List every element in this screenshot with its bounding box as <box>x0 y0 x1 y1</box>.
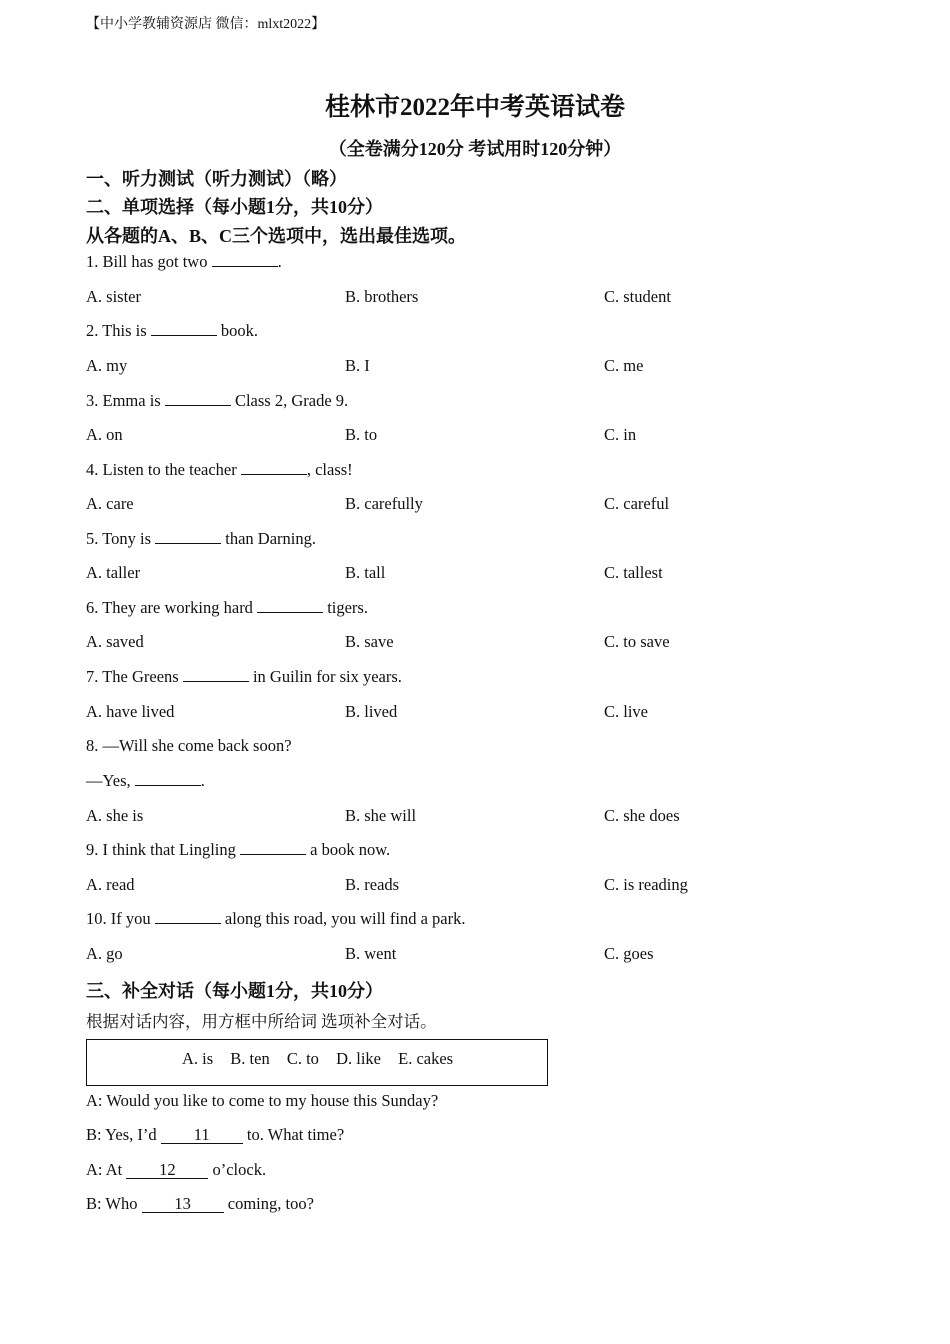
option-b: B. brothers <box>345 287 419 306</box>
option-a: A. saved <box>86 632 144 651</box>
numbered-blank: 12 <box>126 1162 208 1179</box>
option-c: C. student <box>604 287 671 306</box>
option-a: A. she is <box>86 806 144 825</box>
answer-blank <box>155 529 221 544</box>
option-b: B. carefully <box>345 494 423 513</box>
question-10: 10. If you along this road, you will find a park. <box>86 909 466 928</box>
question-7: 7. The Greens in Guilin for six years. <box>86 667 402 686</box>
option-b: B. went <box>345 944 397 963</box>
page-subtitle: （全卷满分120分 考试用时120分钟） <box>328 139 622 159</box>
section-3-instruction: 根据对话内容，用方框中所给词 选项补全对话。 <box>86 1012 437 1031</box>
option-a: A. taller <box>86 563 141 582</box>
answer-blank <box>165 391 231 406</box>
option-a: A. go <box>86 944 123 963</box>
answer-blank <box>257 598 323 613</box>
question-1: 1. Bill has got two . <box>86 252 282 271</box>
section-2-instruction: 从各题的A、B、C三个选项中，选出最佳选项。 <box>86 226 467 246</box>
option-b: B. reads <box>345 875 400 894</box>
question-5: 5. Tony is than Darning. <box>86 529 316 548</box>
option-b: B. lived <box>345 702 398 721</box>
option-a: A. read <box>86 875 135 894</box>
word-option: C. to <box>286 1049 319 1068</box>
dialogue-line: A: At 12 o’clock. <box>86 1160 267 1179</box>
option-a: A. sister <box>86 287 141 306</box>
question-8-reply: —Yes, . <box>86 771 205 790</box>
option-b: B. tall <box>345 563 386 582</box>
option-a: A. on <box>86 425 123 444</box>
answer-blank <box>151 321 217 336</box>
word-bank-box <box>86 1039 548 1086</box>
numbered-blank: 11 <box>161 1127 243 1144</box>
dialogue-line: B: Yes, I’d 11 to. What time? <box>86 1125 345 1144</box>
section-3-heading: 三、补全对话（每小题1分，共10分） <box>86 981 383 1001</box>
question-6: 6. They are working hard tigers. <box>86 598 368 617</box>
section-2-heading: 二、单项选择（每小题1分，共10分） <box>86 197 383 217</box>
answer-blank <box>212 252 278 267</box>
option-c: C. is reading <box>604 875 688 894</box>
option-b: B. save <box>345 632 394 651</box>
answer-blank <box>241 460 307 475</box>
answer-blank <box>240 840 306 855</box>
option-b: B. she will <box>345 806 417 825</box>
word-option: A. is <box>182 1049 214 1068</box>
header-note: 【中小学教辅资源店 微信：mlxt2022】 <box>86 17 326 32</box>
page-title: 桂林市2022年中考英语试卷 <box>324 94 625 121</box>
question-9: 9. I think that Lingling a book now. <box>86 840 391 859</box>
option-a: A. care <box>86 494 134 513</box>
option-c: C. she does <box>604 806 680 825</box>
question-2: 2. This is book. <box>86 321 259 340</box>
word-option: D. like <box>336 1049 381 1068</box>
option-c: C. goes <box>604 944 654 963</box>
answer-blank <box>135 771 201 786</box>
option-c: C. live <box>604 702 648 721</box>
option-c: C. me <box>604 356 644 375</box>
option-c: C. in <box>604 425 637 444</box>
question-3: 3. Emma is Class 2, Grade 9. <box>86 391 349 410</box>
dialogue-line: A: Would you like to come to my house this Sunday? <box>86 1091 439 1110</box>
question-4: 4. Listen to the teacher , class! <box>86 460 353 479</box>
option-b: B. to <box>345 425 378 444</box>
option-c: C. to save <box>604 632 670 651</box>
answer-blank <box>183 667 249 682</box>
option-c: C. tallest <box>604 563 663 582</box>
word-option: E. cakes <box>398 1049 454 1068</box>
question-8: 8. —Will she come back soon? <box>86 736 292 755</box>
dialogue-line: B: Who 13 coming, too? <box>86 1194 314 1213</box>
numbered-blank: 13 <box>142 1196 224 1213</box>
word-option: B. ten <box>230 1049 270 1068</box>
option-a: A. have lived <box>86 702 175 721</box>
section-1-heading: 一、听力测试（听力测试）（略） <box>86 169 347 189</box>
option-a: A. my <box>86 356 128 375</box>
option-b: B. I <box>345 356 370 375</box>
answer-blank <box>155 909 221 924</box>
option-c: C. careful <box>604 494 670 513</box>
